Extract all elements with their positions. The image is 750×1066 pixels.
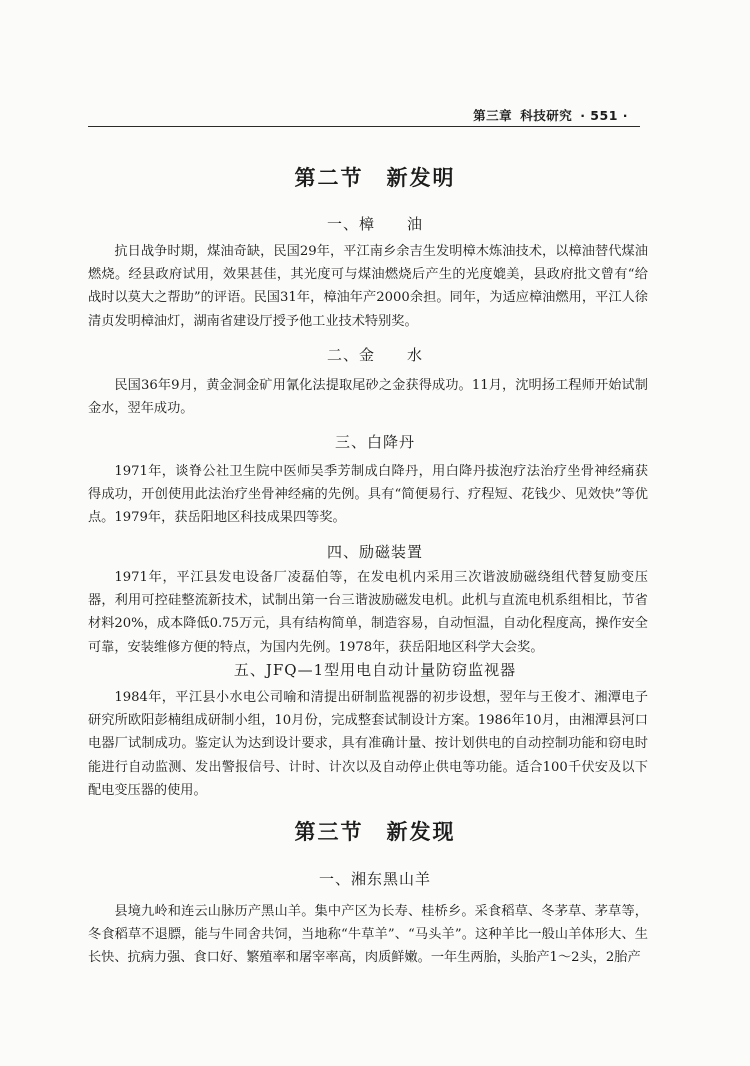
section-2-paragraph-3: 1971年，谈脊公社卫生院中医师吴季芳制成白降丹，用白降丹拔泡疗法治疗坐骨神经痛获得成功，开创使用此法治疗坐骨神经痛的先例。具有“简便易行、疗程短、花钱少、见效快”等优点。1979年，获岳阳地区科技成果四等奖。: [88, 464, 648, 526]
section-2-title: 第二节 新发明: [294, 166, 456, 190]
section-2-paragraph-1: 抗日战争时期，煤油奇缺，民国29年，平江南乡余吉生发明樟木炼油技术，以樟油替代煤油燃烧。经县政府试用，效果甚佳，其光度可与煤油燃烧后产生的光度媲美，县政府批文曾有“给战时以莫大之帮助”的评语。民国31年，樟油年产2000余担。同年，为适应樟油燃用，平江人徐清贞发明樟油灯，湖南省建设厅授予他工业技术特别奖。: [88, 244, 648, 329]
page-number: · 551 ·: [580, 108, 628, 123]
section-2-heading-4: 四、励磁装置: [326, 543, 423, 561]
section-2-heading-3: 三、白降丹: [334, 433, 415, 451]
header-rule: [88, 126, 640, 127]
section-2-heading-5: 五、JFQ—1型用电自动计量防窃监视器: [233, 661, 517, 679]
running-head: [465, 106, 628, 124]
section-3-paragraph-1: 县境九岭和连云山脉历产黑山羊。集中产区为长寿、桂桥乡。采食稻草、冬茅草、茅草等，冬食稻草不退膘，能与牛同舍共饲，当地称“牛草羊”、“马头羊”。这种羊比一般山羊体形大、生长快、抗病力强、食口好、繁殖率和屠宰率高，肉质鲜嫩。一年生两胎，头胎产1～2头，2胎产: [88, 904, 648, 966]
section-3-title: 第三节 新发现: [294, 820, 456, 844]
section-2-paragraph-4: 1971年，平江县发电设备厂凌磊伯等，在发电机内采用三次谐波励磁绕组代替复励变压器，利用可控硅整流新技术，试制出第一台三谐波励磁发电机。此机与直流电机系组相比，节省材料20%，成本降低0.75万元，具有结构简单，制造容易，自动恒温，自动化程度高，操作安全可靠，安装维修方便的特点，为国内先例。1978年，获岳阳地区科学大会奖。: [88, 570, 648, 655]
chapter-title: 科技研究: [520, 108, 573, 123]
section-2-heading-1: 一、樟 油: [326, 215, 423, 233]
section-2-heading-2: 二、金 水: [326, 346, 423, 364]
chapter-label: 第三章: [473, 108, 513, 123]
section-2-paragraph-5: 1984年，平江县小水电公司喻和清提出研制监视器的初步设想，翌年与王俊才、湘潭电子研究所欧阳彭楠组成研制小组，10月份，完成整套试制设计方案。1986年10月，由湘潭县河口电器厂试制成功。鉴定认为达到设计要求，具有准确计量、按计划供电的自动控制功能和窃电时能进行自动监测、发出警报信号、计时、计次以及自动停止供电等功能。适合100千伏安及以下配电变压器的使用。: [88, 690, 648, 798]
section-2-paragraph-2: 民国36年9月，黄金洞金矿用氰化法提取尾砂之金获得成功。11月，沈明扬工程师开始试制金水，翌年成功。: [88, 378, 648, 417]
section-3-heading-1: 一、湘东黑山羊: [318, 870, 431, 888]
